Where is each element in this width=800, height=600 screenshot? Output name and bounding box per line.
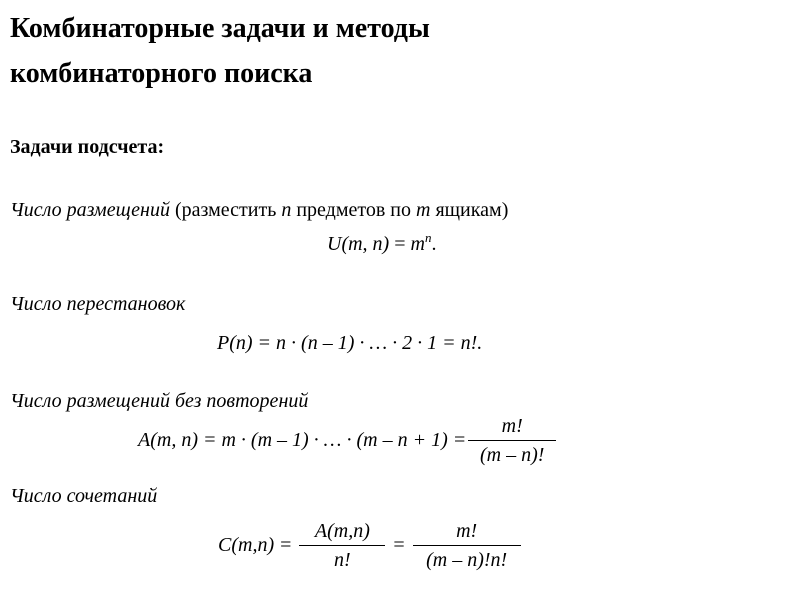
placements-no-repeat-name: Число размещений без повторений bbox=[10, 390, 309, 412]
combinations-fraction-1 bbox=[299, 518, 385, 573]
placements-var-m: m bbox=[416, 199, 431, 221]
placements-no-repeat-frac-num: m! bbox=[501, 415, 523, 437]
permutations-description bbox=[10, 291, 185, 317]
combinations-description bbox=[10, 483, 157, 509]
placements-desc-mid: предметов по bbox=[291, 199, 416, 221]
placements-desc-post: ящикам) bbox=[430, 199, 509, 221]
combinations-eq-1: = bbox=[280, 534, 292, 556]
combinations-frac2-den: (m – n)!n! bbox=[426, 549, 508, 571]
placements-desc-pre: (разместить bbox=[169, 199, 282, 221]
combinations-fraction-2 bbox=[413, 518, 521, 573]
permutations-formula-text: P(n) = n · (n – 1) · … · 2 · 1 = n!. bbox=[217, 332, 483, 354]
page-title-line-1: Комбинаторные задачи и методы bbox=[10, 13, 430, 44]
fraction-bar bbox=[468, 440, 556, 441]
permutations-formula bbox=[217, 330, 482, 356]
fraction-bar bbox=[299, 545, 385, 546]
placements-no-repeat-fraction bbox=[468, 413, 556, 468]
placements-name: Число размещений bbox=[10, 199, 170, 221]
combinations-frac1-den: n! bbox=[334, 549, 351, 571]
placements-formula-end: . bbox=[431, 233, 437, 255]
placements-no-repeat-frac-den: (m – n)! bbox=[480, 444, 545, 466]
permutations-name: Число перестановок bbox=[10, 293, 186, 315]
placements-formula-base: m bbox=[410, 233, 425, 255]
combinations-frac1-num: A(m,n) bbox=[314, 520, 370, 542]
combinations-eq-2: = bbox=[393, 534, 405, 556]
placements-no-repeat-description bbox=[10, 388, 308, 414]
placements-formula-lhs: U bbox=[327, 233, 342, 255]
combinations-name: Число сочетаний bbox=[10, 485, 158, 507]
section-subheading: Задачи подсчета: bbox=[10, 136, 165, 158]
placements-formula-args: (m, n) bbox=[341, 233, 390, 255]
combinations-frac2-num: m! bbox=[456, 520, 478, 542]
placements-formula bbox=[327, 231, 436, 257]
placements-formula-exp: n bbox=[424, 230, 432, 245]
page-title-line-2: комбинаторного поиска bbox=[10, 58, 313, 89]
placements-var-n: n bbox=[281, 199, 292, 221]
combinations-formula bbox=[218, 518, 523, 573]
placements-description bbox=[10, 197, 508, 223]
placements-no-repeat-formula bbox=[138, 413, 558, 468]
combinations-lhs: C(m,n) bbox=[218, 534, 275, 556]
placements-no-repeat-lhs: A(m, n) = m · (m – 1) · … · (m – n + 1) = bbox=[138, 429, 467, 451]
fraction-bar bbox=[413, 545, 521, 546]
placements-formula-eq: = bbox=[389, 233, 411, 255]
